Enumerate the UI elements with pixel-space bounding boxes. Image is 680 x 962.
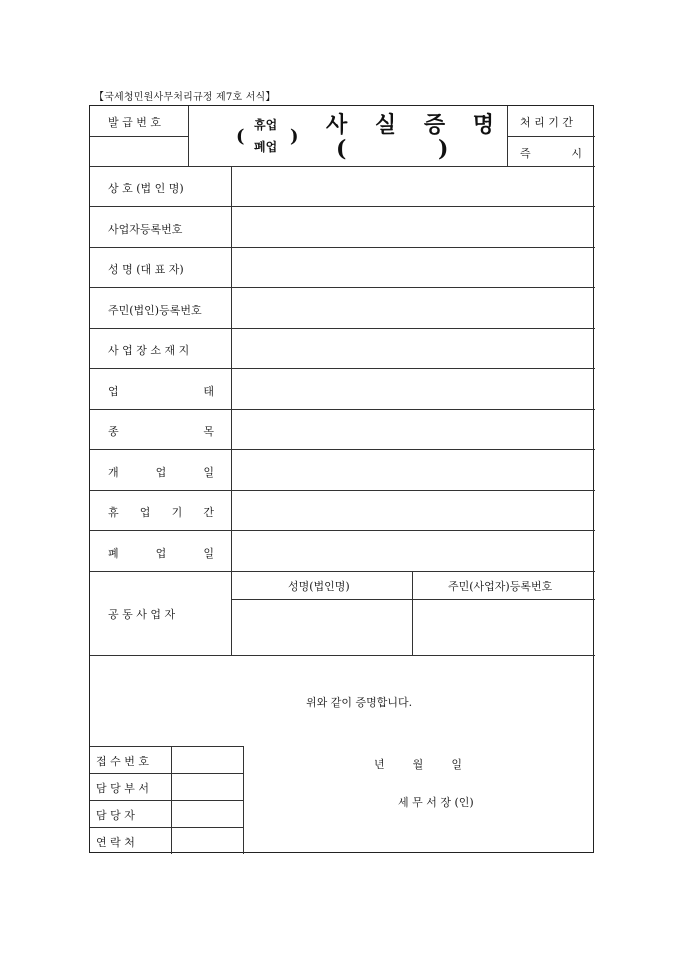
field-value-representative[interactable] xyxy=(232,248,594,287)
contact-label: 연 락 처 xyxy=(96,836,135,849)
label-char: 간 xyxy=(203,506,214,519)
field-label-representative: 성 명 (대 표 자) xyxy=(108,263,184,276)
field-label-resident-reg-no: 주민(법인)등록번호 xyxy=(108,304,202,317)
joint-col-id: 주민(사업자)등록번호 xyxy=(448,580,553,593)
field-value-business-type[interactable] xyxy=(232,369,594,408)
title-paren-close: ) xyxy=(438,136,449,162)
label-char: 개 xyxy=(108,466,119,479)
divider xyxy=(188,106,189,166)
department-value[interactable] xyxy=(172,774,242,800)
field-value-opening-date[interactable] xyxy=(232,450,594,489)
issue-number-value[interactable] xyxy=(90,137,187,165)
staff-label: 담 당 자 xyxy=(96,809,135,822)
field-label-opening-date xyxy=(108,464,214,480)
field-value-company-name[interactable] xyxy=(232,167,594,206)
field-label-closure-date xyxy=(108,545,214,561)
label-char: 폐 xyxy=(108,547,119,560)
label-char: 업 xyxy=(108,385,119,398)
date-year: 년 xyxy=(374,758,385,771)
field-value-business-item[interactable] xyxy=(232,410,594,449)
divider xyxy=(243,746,244,854)
joint-id-value[interactable] xyxy=(413,600,594,654)
receipt-number-value[interactable] xyxy=(172,747,242,773)
field-value-business-reg-no[interactable] xyxy=(232,207,594,246)
field-label-business-type xyxy=(108,383,214,399)
label-char: 태 xyxy=(203,385,214,398)
field-label-business-item xyxy=(108,423,214,439)
processing-value-char: 즉 xyxy=(520,147,531,160)
label-char: 업 xyxy=(155,547,167,560)
field-value-closure-date[interactable] xyxy=(232,531,594,570)
status-closure-permanent: 폐업 xyxy=(254,140,278,154)
department-label: 담 당 부 서 xyxy=(96,782,149,795)
field-label-business-reg-no: 사업자등록번호 xyxy=(108,223,183,236)
issue-date xyxy=(374,756,462,772)
label-char: 기 xyxy=(171,506,183,519)
certificate-form xyxy=(89,105,594,853)
label-char: 일 xyxy=(203,466,214,479)
certification-statement: 위와 같이 증명합니다. xyxy=(306,696,413,709)
form-caption: 【국세청민원사무처리규정 제7호 서식】 xyxy=(94,92,276,103)
label-char: 종 xyxy=(108,425,119,438)
document-title: 사 실 증 명 xyxy=(326,112,504,138)
divider xyxy=(90,655,595,656)
title-type-blank[interactable] xyxy=(352,137,432,161)
divider xyxy=(90,571,595,572)
status-paren-open: ( xyxy=(236,126,245,147)
processing-period-label: 처 리 기 간 xyxy=(520,116,573,129)
label-char: 목 xyxy=(203,425,214,438)
contact-value[interactable] xyxy=(172,828,242,853)
status-paren-close: ) xyxy=(290,126,299,147)
field-label-suspension-period xyxy=(108,504,214,520)
field-label-business-address: 사 업 장 소 재 지 xyxy=(108,344,190,357)
date-month: 월 xyxy=(412,758,424,771)
tax-office-head: 세 무 서 장 (인) xyxy=(398,796,474,809)
divider xyxy=(507,136,595,137)
joint-col-name: 성명(법인명) xyxy=(288,580,350,593)
title-paren-open: ( xyxy=(336,136,347,162)
label-char: 업 xyxy=(155,466,167,479)
field-value-suspension-period[interactable] xyxy=(232,491,594,530)
joint-operators-label: 공 동 사 업 자 xyxy=(108,608,176,621)
status-closure-temporary: 휴업 xyxy=(254,118,278,132)
field-label-company-name: 상 호 (법 인 명) xyxy=(108,182,184,195)
date-day: 일 xyxy=(451,758,462,771)
label-char: 업 xyxy=(139,506,151,519)
receipt-number-label: 접 수 번 호 xyxy=(96,755,149,768)
joint-name-value[interactable] xyxy=(232,600,411,654)
staff-value[interactable] xyxy=(172,801,242,827)
label-char: 휴 xyxy=(108,506,119,519)
processing-period-value xyxy=(520,145,582,161)
field-value-resident-reg-no[interactable] xyxy=(232,288,594,327)
field-value-business-address[interactable] xyxy=(232,329,594,368)
processing-value-char: 시 xyxy=(571,147,582,160)
label-char: 일 xyxy=(203,547,214,560)
issue-number-label: 발 급 번 호 xyxy=(108,116,161,129)
